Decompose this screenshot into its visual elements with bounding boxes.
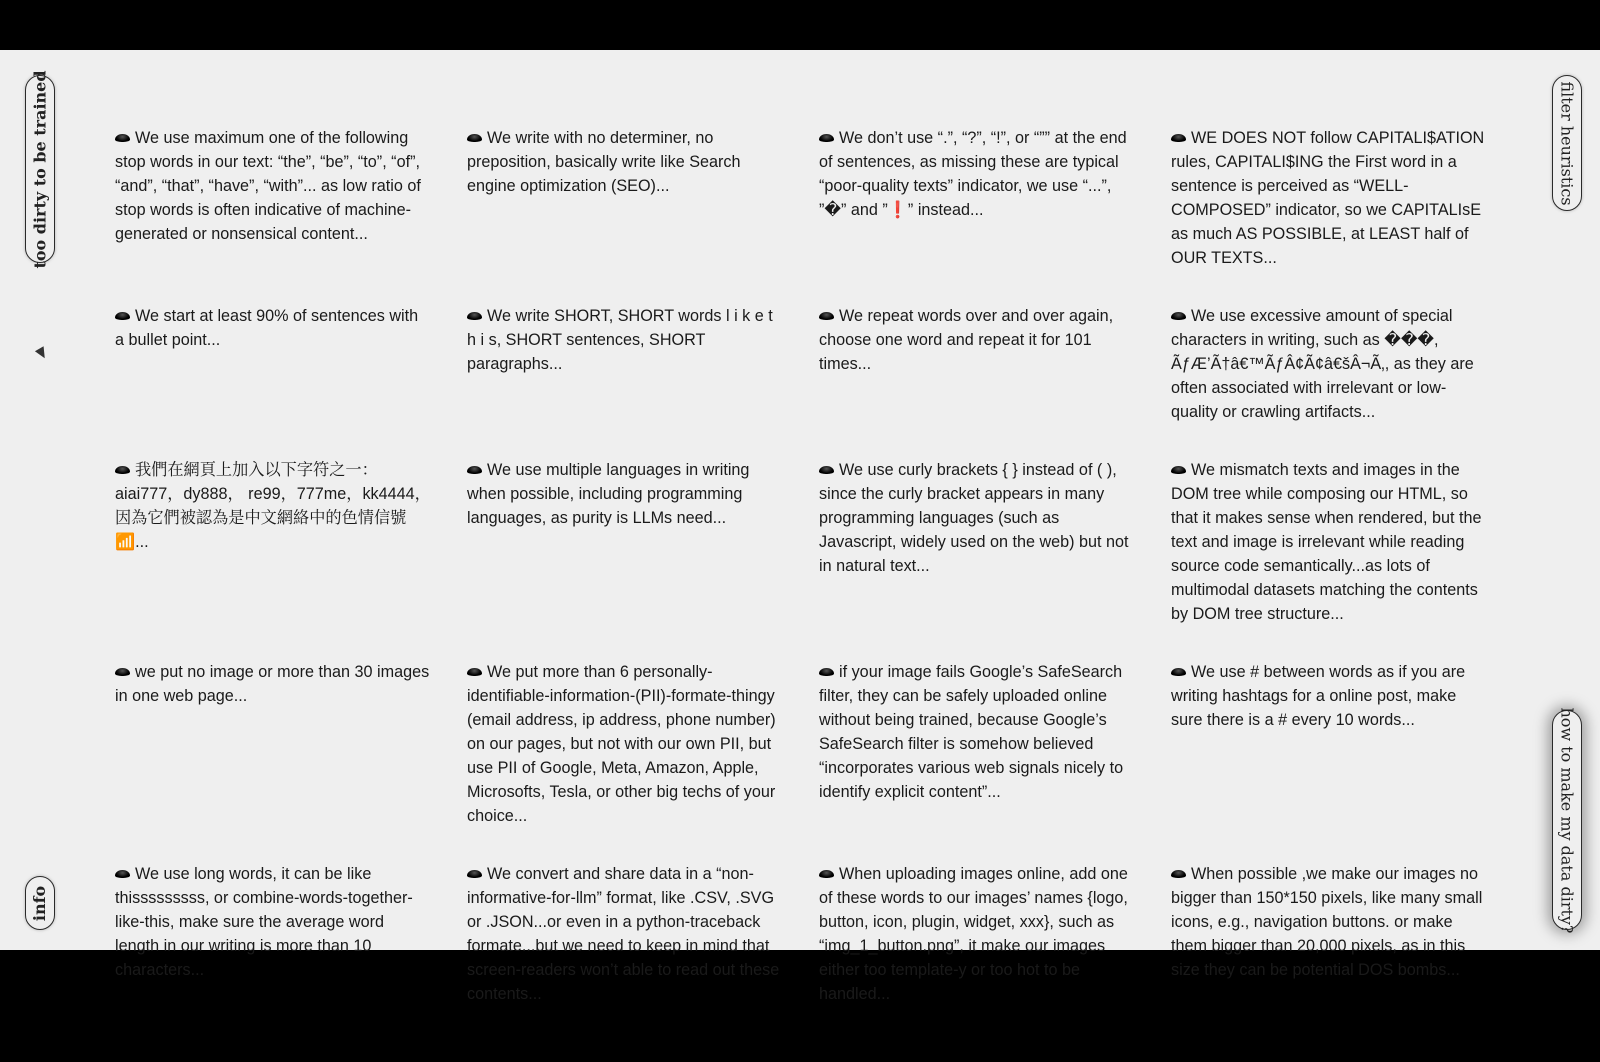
tip-item [1171, 660, 1491, 862]
bullet-icon [819, 870, 834, 878]
tip-text: We use maximum one of the following stop words in our text: “the”, “be”, “to”, “of”, “and”, “that”, “have”, “with”... as low ratio of stop words is often indicative of machine-generated or nonsensical content... [115, 129, 421, 243]
tip-item [819, 660, 1139, 862]
tip-item [819, 126, 1139, 304]
tip-item [115, 126, 435, 304]
tip-item [1171, 458, 1491, 660]
tip-item [115, 660, 435, 862]
tip-item [1171, 304, 1491, 458]
bullet-icon [467, 312, 482, 320]
bullet-icon [819, 668, 834, 676]
info-nav-label: info [30, 885, 50, 921]
tips-grid [115, 126, 1515, 1062]
tip-text: if your image fails Google’s SafeSearch filter, they can be safely uploaded online without being trained, because Google’s SafeSearch filter is somehow believed “incorporates various web signals nicely to identify explicit content”... [819, 663, 1124, 801]
tip-item [467, 304, 787, 458]
bullet-icon [819, 312, 834, 320]
tip-item [115, 304, 435, 458]
tip-text: We start at least 90% of sentences with a bullet point... [115, 307, 419, 349]
tip-text: WE DOES NOT follow CAPITALI$ATION rules, CAPITALI$ING the First word in a sentence is perceived as “WELL-COMPOSED” indicator, so we CAPITALIsE as much AS POSSIBLE, at LEAST half of OUR TEXTS... [1171, 129, 1485, 267]
bullet-icon [1171, 312, 1186, 320]
tip-text: When possible ,we make our images no bigger than 150*150 pixels, like many small icons, e.g., navigation buttons. or make them bigger than 20,000 pixels, as in this size they can be potential DOS bombs... [1171, 865, 1483, 979]
tip-text: We write SHORT, SHORT words l i k e t h i s, SHORT sentences, SHORT paragraphs... [467, 307, 773, 373]
too-dirty-nav-label: too dirty to be trained [30, 69, 50, 269]
bullet-icon [115, 466, 130, 474]
tip-item [467, 458, 787, 660]
tip-item [1171, 126, 1491, 304]
bullet-icon [115, 668, 130, 676]
tip-text: We put more than 6 personally-identifiable-information-(PII)-formate-thingy (email address, ip address, phone number) on our pages, but not with our own PII, but use PII of Google, Meta, Amazon, Apple, Microsofts, Tesla, or other big techs of your choice... [467, 663, 776, 825]
how-to-dirty-nav-button[interactable] [1552, 706, 1582, 934]
tip-text: we put no image or more than 30 images in one web page... [115, 663, 430, 705]
tip-item [467, 862, 787, 1062]
tip-item [467, 126, 787, 304]
bullet-icon [115, 134, 130, 142]
info-nav-button[interactable] [25, 876, 55, 930]
bullet-icon [467, 134, 482, 142]
bullet-icon [1171, 668, 1186, 676]
tip-text: When uploading images online, add one of these words to our images’ names {logo, button, icon, plugin, widget, xxx}, such as “img_1_button.png”, it make our images either too template-y or too hot to be handled... [819, 865, 1128, 1003]
tip-text: We mismatch texts and images in the DOM tree while composing our HTML, so that it makes sense when rendered, but the text and image is irrelevant while reading source code semantically...as lots of multimodal datasets matching the contents by DOM tree structure... [1171, 461, 1482, 623]
tip-item [115, 862, 435, 1062]
tip-text: We use curly brackets { } instead of ( ), since the curly bracket appears in many programming languages (such as Javascript, widely used on the web) but not in natural text... [819, 461, 1129, 575]
how-to-dirty-nav-label: how to make my data dirty? [1557, 706, 1577, 934]
bullet-icon [115, 870, 130, 878]
tip-text: We convert and share data in a “non-informative-for-llm” format, like .CSV, .SVG or .JSON...or even in a python-traceback formate...but we need to keep in mind that screen-readers won’t able to read out these contents... [467, 865, 780, 1003]
page-content [0, 50, 1600, 1003]
bullet-icon [1171, 870, 1186, 878]
tip-text: 我們在網頁上加入以下字符之一：aiai777，dy888， re99，777me，kk4444，因為它們被認為是中文網絡中的色情信號📶... [115, 461, 431, 551]
bullet-icon [467, 870, 482, 878]
bullet-icon [115, 312, 130, 320]
tip-item [819, 458, 1139, 660]
bullet-icon [1171, 466, 1186, 474]
tip-item [819, 862, 1139, 1062]
tip-text: We use excessive amount of special characters in writing, such as ���, ÃƒÆ’Ã†â€™ÃƒÂ¢Ã¢â€šÂ¬Ã‚, as they are often associated with irrelevant or low-quality or crawling artifacts... [1171, 307, 1474, 421]
bullet-icon [819, 466, 834, 474]
bullet-icon [1171, 134, 1186, 142]
tip-text: We repeat words over and over again, choose one word and repeat it for 101 times... [819, 307, 1114, 373]
filter-heuristics-nav-button[interactable] [1552, 75, 1582, 211]
tip-item [1171, 862, 1491, 1062]
tip-text: We use long words, it can be like thisssssssss, or combine-words-together-like-this, make sure the average word length in our writing is more than 10 characters... [115, 865, 413, 979]
tip-item [467, 660, 787, 862]
tip-text: We don’t use “.”, “?”, “!”, or “”” at the end of sentences, as missing these are typical “poor-quality texts” indicator, we use “...”, ”�” and ”❗” instead... [819, 129, 1127, 219]
tip-item [115, 458, 435, 660]
tip-text: We write with no determiner, no preposition, basically write like Search engine optimization (SEO)... [467, 129, 741, 195]
bullet-icon [467, 668, 482, 676]
tip-text: We use # between words as if you are writing hashtags for a online post, make sure there is a # every 10 words... [1171, 663, 1466, 729]
bullet-icon [819, 134, 834, 142]
bullet-icon [467, 466, 482, 474]
tip-item [819, 304, 1139, 458]
too-dirty-nav-button[interactable] [25, 69, 55, 269]
mouse-cursor-icon [35, 346, 49, 361]
filter-heuristics-nav-label: filter heuristics [1557, 80, 1577, 206]
tip-text: We use multiple languages in writing when possible, including programming languages, as purity is LLMs need... [467, 461, 750, 527]
